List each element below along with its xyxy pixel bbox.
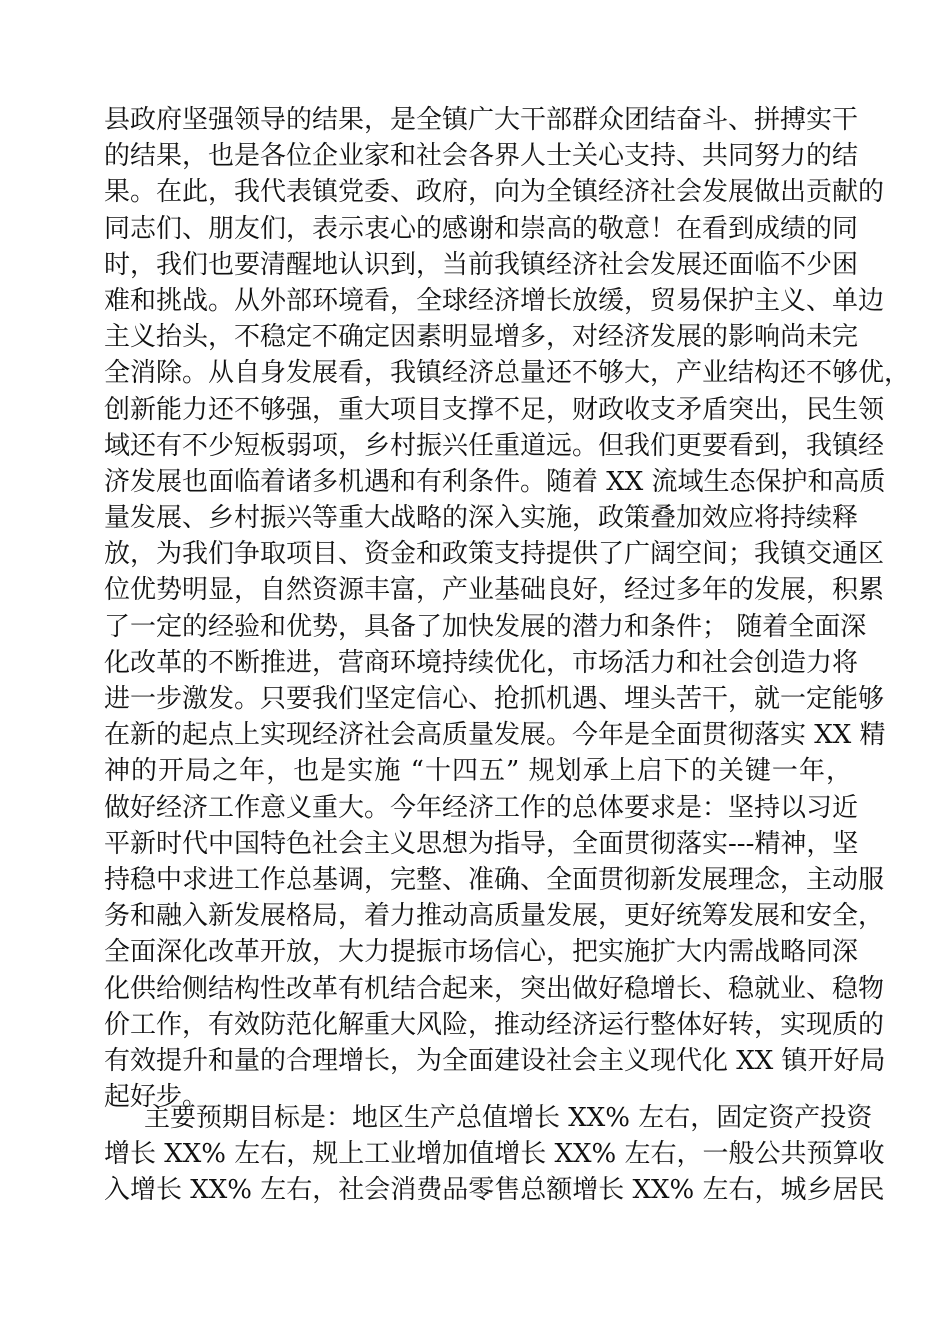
text-line: 济发展也面临着诸多机遇和有利条件。随着 XX 流域生态保护和高质 <box>104 466 886 497</box>
text-line: 域还有不少短板弱项，乡村振兴任重道远。但我们更要看到，我镇经 <box>104 430 885 461</box>
text-line: 神的开局之年，也是实施 “十四五” 规划承上启下的关键一年， <box>104 756 852 787</box>
text-line: 主义抬头，不稳定不确定因素明显增多，对经济发展的影响尚未完 <box>104 322 859 353</box>
text-line: 进一步激发。只要我们坚定信心、抢抓机遇、埋头苦干，就一定能够 <box>104 684 885 714</box>
text-line: 有效提升和量的合理增长，为全面建设社会主义现代化 XX 镇开好局 <box>104 1045 886 1076</box>
text-line: 同志们、朋友们，表示衷心的感谢和崇高的敬意！在看到成绩的同 <box>104 213 859 244</box>
text-line: 化改革的不断推进，营商环境持续优化，市场活力和社会创造力将 <box>104 647 859 678</box>
text-line: 增长 XX% 左右，规上工业增加值增长 XX% 左右，一般公共预算收 <box>104 1139 885 1170</box>
text-line: 时，我们也要清醒地认识到，当前我镇经济社会发展还面临不少困 <box>104 249 859 280</box>
text-line: 量发展、乡村振兴等重大战略的深入实施，政策叠加效应将持续释 <box>104 503 859 534</box>
text-line: 做好经济工作意义重大。今年经济工作的总体要求是：坚持以习近 <box>104 792 859 823</box>
text-line: 了一定的经验和优势，具备了加快发展的潜力和条件； 随着全面深 <box>104 611 867 642</box>
body-paragraph <box>104 1100 885 1209</box>
text-line: 果。在此，我代表镇党委、政府，向为全镇经济社会发展做出贡献的 <box>104 177 885 208</box>
text-line: 务和融入新发展格局，着力推动高质量发展，更好统筹发展和安全， <box>104 901 885 932</box>
text-line: 化供给侧结构性改革有机结合起来，突出做好稳增长、稳就业、稳物 <box>104 973 885 1004</box>
text-line: 起好步。 <box>104 1082 209 1113</box>
body-paragraph <box>104 102 911 1115</box>
text-line: 持稳中求进工作总基调，完整、准确、全面贯彻新发展理念，主动服 <box>104 864 885 895</box>
text-line: 主要预期目标是：地区生产总值增长 XX% 左右，固定资产投资 <box>144 1103 873 1133</box>
text-line: 全面深化改革开放，大力提振市场信心，把实施扩大内需战略同深 <box>104 937 859 968</box>
text-line: 县政府坚强领导的结果，是全镇广大干部群众团结奋斗、拼搏实干 <box>104 105 859 135</box>
text-line: 位优势明显，自然资源丰富，产业基础良好，经过多年的发展，积累 <box>104 575 885 606</box>
text-line: 放，为我们争取项目、资金和政策支持提供了广阔空间；我镇交通区 <box>104 539 885 570</box>
text-line: 创新能力还不够强，重大项目支撑不足，财政收支矛盾突出，民生领 <box>104 394 885 425</box>
text-line: 难和挑战。从外部环境看，全球经济增长放缓，贸易保护主义、单边 <box>104 285 885 316</box>
text-line: 的结果，也是各位企业家和社会各界人士关心支持、共同努力的结 <box>104 141 859 172</box>
text-line: 入增长 XX% 左右，社会消费品零售总额增长 XX% 左右，城乡居民 <box>104 1175 885 1206</box>
text-line: 在新的起点上实现经济社会高质量发展。今年是全面贯彻落实 XX 精 <box>104 720 886 751</box>
text-line: 价工作，有效防范化解重大风险，推动经济运行整体好转，实现质的 <box>104 1009 885 1040</box>
text-line: 全消除。从自身发展看，我镇经济总量还不够大，产业结构还不够优， <box>104 358 911 389</box>
text-line: 平新时代中国特色社会主义思想为指导，全面贯彻落实---精神，坚 <box>104 828 859 859</box>
